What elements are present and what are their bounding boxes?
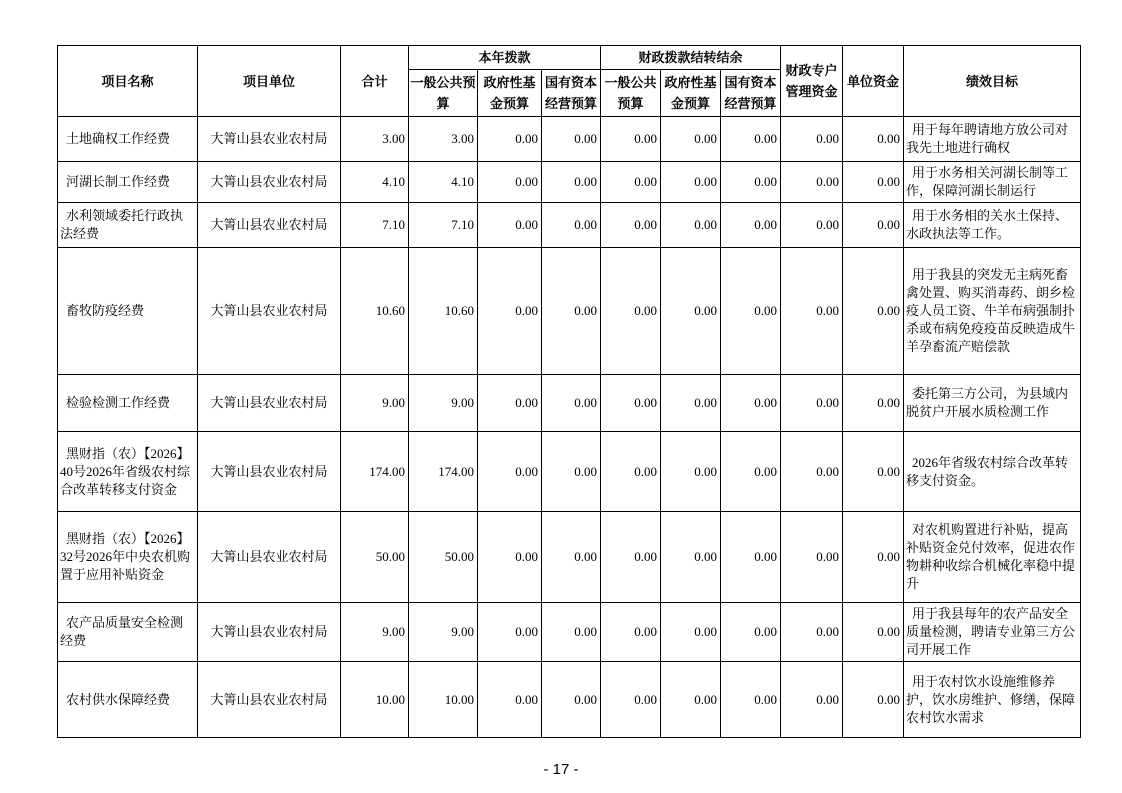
header-cy-general-public-budget: 一般公共预算	[409, 70, 478, 117]
table-body	[58, 117, 1081, 738]
value-cell: 0.00	[721, 203, 781, 248]
budget-table	[57, 45, 1081, 738]
header-cy-gov-fund-budget: 政府性基金预算	[478, 70, 542, 117]
value-cell: 0.00	[721, 512, 781, 603]
value-cell: 0.00	[781, 248, 843, 375]
value-cell: 0.00	[478, 248, 542, 375]
value-cell: 9.00	[341, 603, 409, 662]
performance-goal-cell: 用于每年聘请地方放公司对我先土地进行确权	[904, 117, 1081, 162]
value-cell: 0.00	[843, 512, 904, 603]
header-performance-goal: 绩效目标	[904, 46, 1081, 117]
value-cell: 0.00	[542, 432, 601, 512]
project-name-cell: 土地确权工作经费	[58, 117, 198, 162]
value-cell: 0.00	[843, 248, 904, 375]
value-cell: 0.00	[478, 117, 542, 162]
value-cell: 0.00	[721, 375, 781, 432]
project-name-cell: 黑财指（农）【2026】40号2026年省级农村综合改革转移支付资金	[58, 432, 198, 512]
value-cell: 0.00	[542, 117, 601, 162]
value-cell: 0.00	[843, 117, 904, 162]
value-cell: 0.00	[721, 432, 781, 512]
project-unit-cell: 大箐山县农业农村局	[198, 432, 341, 512]
value-cell: 0.00	[781, 662, 843, 738]
value-cell: 0.00	[542, 375, 601, 432]
value-cell: 0.00	[601, 203, 661, 248]
value-cell: 0.00	[721, 662, 781, 738]
performance-goal-cell: 用于农村饮水设施维修养护，饮水房维护、修缮，保障农村饮水需求	[904, 662, 1081, 738]
table-row	[58, 662, 1081, 738]
value-cell: 0.00	[721, 603, 781, 662]
header-co-gov-fund-budget: 政府性基金预算	[661, 70, 721, 117]
value-cell: 0.00	[781, 375, 843, 432]
header-co-general-public-budget: 一般公共预算	[601, 70, 661, 117]
performance-goal-cell: 对农机购置进行补贴，提高补贴资金兑付效率，促进农作物耕种收综合机械化率稳中提升	[904, 512, 1081, 603]
value-cell: 0.00	[843, 375, 904, 432]
table-row	[58, 203, 1081, 248]
project-unit-cell: 大箐山县农业农村局	[198, 117, 341, 162]
header-co-state-capital-budget: 国有资本经营预算	[721, 70, 781, 117]
header-cy-state-capital-budget: 国有资本经营预算	[542, 70, 601, 117]
table-row	[58, 603, 1081, 662]
value-cell: 10.60	[341, 248, 409, 375]
value-cell: 174.00	[341, 432, 409, 512]
value-cell: 0.00	[478, 432, 542, 512]
value-cell: 9.00	[409, 603, 478, 662]
project-unit-cell: 大箐山县农业农村局	[198, 662, 341, 738]
value-cell: 0.00	[478, 512, 542, 603]
performance-goal-cell: 用于水务相的关水土保持、水政执法等工作。	[904, 203, 1081, 248]
value-cell: 0.00	[478, 603, 542, 662]
value-cell: 0.00	[661, 162, 721, 203]
value-cell: 0.00	[542, 162, 601, 203]
project-unit-cell: 大箐山县农业农村局	[198, 203, 341, 248]
value-cell: 0.00	[721, 248, 781, 375]
table-row	[58, 432, 1081, 512]
value-cell: 0.00	[661, 603, 721, 662]
value-cell: 0.00	[478, 662, 542, 738]
value-cell: 0.00	[542, 512, 601, 603]
value-cell: 0.00	[781, 162, 843, 203]
header-project-name: 项目名称	[58, 46, 198, 117]
project-name-cell: 河湖长制工作经费	[58, 162, 198, 203]
project-name-cell: 黑财指（农）【2026】32号2026年中央农机购置于应用补贴资金	[58, 512, 198, 603]
project-name-cell: 检验检测工作经费	[58, 375, 198, 432]
value-cell: 0.00	[601, 662, 661, 738]
value-cell: 0.00	[601, 432, 661, 512]
value-cell: 0.00	[781, 603, 843, 662]
value-cell: 4.10	[341, 162, 409, 203]
value-cell: 7.10	[341, 203, 409, 248]
header-unit-fund: 单位资金	[843, 46, 904, 117]
page-number: - 17 -	[543, 761, 579, 778]
value-cell: 0.00	[542, 203, 601, 248]
value-cell: 0.00	[843, 662, 904, 738]
project-name-cell: 畜牧防疫经费	[58, 248, 198, 375]
value-cell: 7.10	[409, 203, 478, 248]
table-header	[58, 46, 1081, 117]
value-cell: 50.00	[409, 512, 478, 603]
value-cell: 0.00	[843, 603, 904, 662]
header-total: 合计	[341, 46, 409, 117]
value-cell: 9.00	[409, 375, 478, 432]
value-cell: 0.00	[661, 512, 721, 603]
value-cell: 0.00	[542, 248, 601, 375]
value-cell: 0.00	[661, 432, 721, 512]
value-cell: 0.00	[781, 117, 843, 162]
value-cell: 10.60	[409, 248, 478, 375]
table-row	[58, 162, 1081, 203]
document-page	[57, 45, 1080, 738]
value-cell: 0.00	[601, 375, 661, 432]
header-current-year-group: 本年拨款	[409, 46, 601, 70]
performance-goal-cell: 2026年省级农村综合改革转移支付资金。	[904, 432, 1081, 512]
project-unit-cell: 大箐山县农业农村局	[198, 603, 341, 662]
header-carryover-group: 财政拨款结转结余	[601, 46, 781, 70]
value-cell: 0.00	[601, 117, 661, 162]
value-cell: 9.00	[341, 375, 409, 432]
value-cell: 0.00	[601, 603, 661, 662]
value-cell: 0.00	[661, 203, 721, 248]
value-cell: 0.00	[601, 162, 661, 203]
table-row	[58, 248, 1081, 375]
value-cell: 174.00	[409, 432, 478, 512]
table-row	[58, 117, 1081, 162]
value-cell: 4.10	[409, 162, 478, 203]
value-cell: 3.00	[409, 117, 478, 162]
value-cell: 0.00	[542, 603, 601, 662]
value-cell: 0.00	[601, 512, 661, 603]
project-name-cell: 农村供水保障经费	[58, 662, 198, 738]
value-cell: 50.00	[341, 512, 409, 603]
value-cell: 0.00	[661, 375, 721, 432]
value-cell: 0.00	[661, 662, 721, 738]
value-cell: 10.00	[341, 662, 409, 738]
value-cell: 3.00	[341, 117, 409, 162]
value-cell: 0.00	[843, 162, 904, 203]
project-unit-cell: 大箐山县农业农村局	[198, 375, 341, 432]
performance-goal-cell: 委托第三方公司，为县域内脱贫户开展水质检测工作	[904, 375, 1081, 432]
value-cell: 0.00	[721, 162, 781, 203]
value-cell: 0.00	[478, 162, 542, 203]
project-unit-cell: 大箐山县农业农村局	[198, 512, 341, 603]
value-cell: 0.00	[781, 432, 843, 512]
project-unit-cell: 大箐山县农业农村局	[198, 162, 341, 203]
value-cell: 10.00	[409, 662, 478, 738]
table-row	[58, 512, 1081, 603]
value-cell: 0.00	[843, 203, 904, 248]
value-cell: 0.00	[843, 432, 904, 512]
value-cell: 0.00	[601, 248, 661, 375]
value-cell: 0.00	[542, 662, 601, 738]
project-name-cell: 水利领域委托行政执法经费	[58, 203, 198, 248]
performance-goal-cell: 用于我县每年的农产品安全质量检测，聘请专业第三方公司开展工作	[904, 603, 1081, 662]
value-cell: 0.00	[781, 512, 843, 603]
header-project-unit: 项目单位	[198, 46, 341, 117]
value-cell: 0.00	[661, 117, 721, 162]
project-unit-cell: 大箐山县农业农村局	[198, 248, 341, 375]
header-special-account: 财政专户管理资金	[781, 46, 843, 117]
value-cell: 0.00	[781, 203, 843, 248]
value-cell: 0.00	[478, 375, 542, 432]
value-cell: 0.00	[478, 203, 542, 248]
project-name-cell: 农产品质量安全检测经费	[58, 603, 198, 662]
table-row	[58, 375, 1081, 432]
performance-goal-cell: 用于我县的突发无主病死畜禽处置、购买消毒药、朗乡检疫人员工资、牛羊布病强制扑杀或布病免疫疫苗反映造成牛羊孕畜流产赔偿款	[904, 248, 1081, 375]
value-cell: 0.00	[721, 117, 781, 162]
value-cell: 0.00	[661, 248, 721, 375]
performance-goal-cell: 用于水务相关河湖长制等工作，保障河湖长制运行	[904, 162, 1081, 203]
